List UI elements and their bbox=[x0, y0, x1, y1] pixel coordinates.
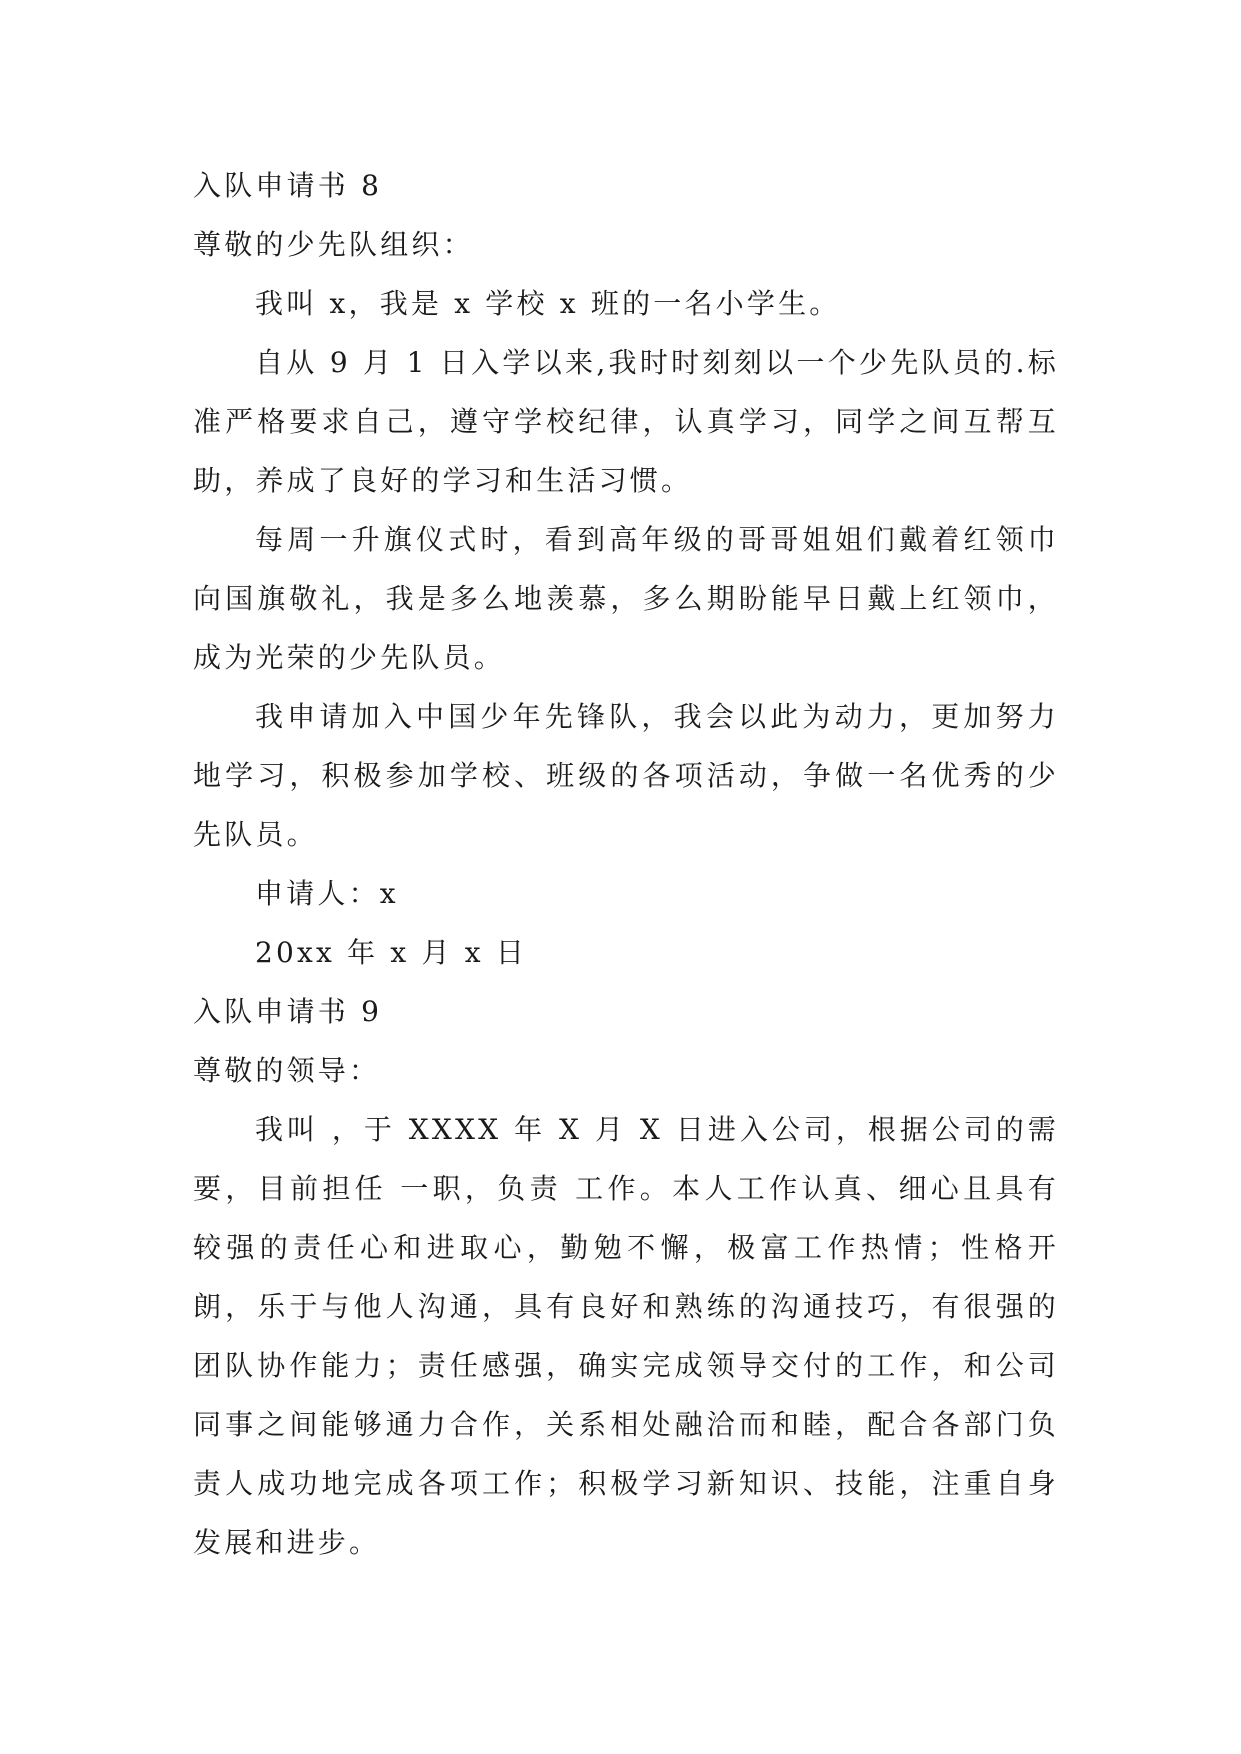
section-9-salutation: 尊敬的领导： bbox=[193, 1054, 381, 1087]
section-8-salutation: 尊敬的少先队组织： bbox=[193, 228, 474, 261]
section-8-paragraph-1: 我叫 x，我是 x 学校 x 班的一名小学生。 bbox=[255, 287, 841, 320]
section-8-paragraph-3: 每周一升旗仪式时，看到高年级的哥哥姐姐们戴着红领巾向国旗敬礼，我是多么地羡慕，多么期盼能早日戴上红领巾，成为光荣的少先队员。 bbox=[193, 523, 1059, 674]
section-8-signer: 申请人：x bbox=[255, 877, 399, 910]
section-8-date: 20xx 年 x 月 x 日 bbox=[255, 936, 528, 969]
section-8-paragraph-4: 我申请加入中国少年先锋队，我会以此为动力，更加努力地学习，积极参加学校、班级的各项活动，争做一名优秀的少先队员。 bbox=[193, 700, 1059, 851]
section-9-title: 入队申请书 9 bbox=[193, 995, 383, 1028]
section-9-paragraph-1: 我叫 ，于 XXXX 年 X 月 X 日进入公司，根据公司的需要，目前担任 一职，负责 工作。本人工作认真、细心且具有较强的责任心和进取心，勤勉不懈，极富工作热情；性格开朗，乐于与他人沟通，具有良好和熟练的沟通技巧，有很强的团队协作能力；责任感强，确实完成领导交付的工作，和公司同事之间能够通力合作，关系相处融洽而和睦，配合各部门负责人成功地完成各项工作；积极学习新知识、技能，注重自身发展和进步。 bbox=[193, 1113, 1059, 1559]
document-body bbox=[193, 156, 1059, 1572]
section-8-paragraph-2: 自从 9 月 1 日入学以来,我时时刻刻以一个少先队员的.标准严格要求自己，遵守学校纪律，认真学习，同学之间互帮互助，养成了良好的学习和生活习惯。 bbox=[193, 346, 1059, 497]
section-8-title: 入队申请书 8 bbox=[193, 169, 383, 202]
